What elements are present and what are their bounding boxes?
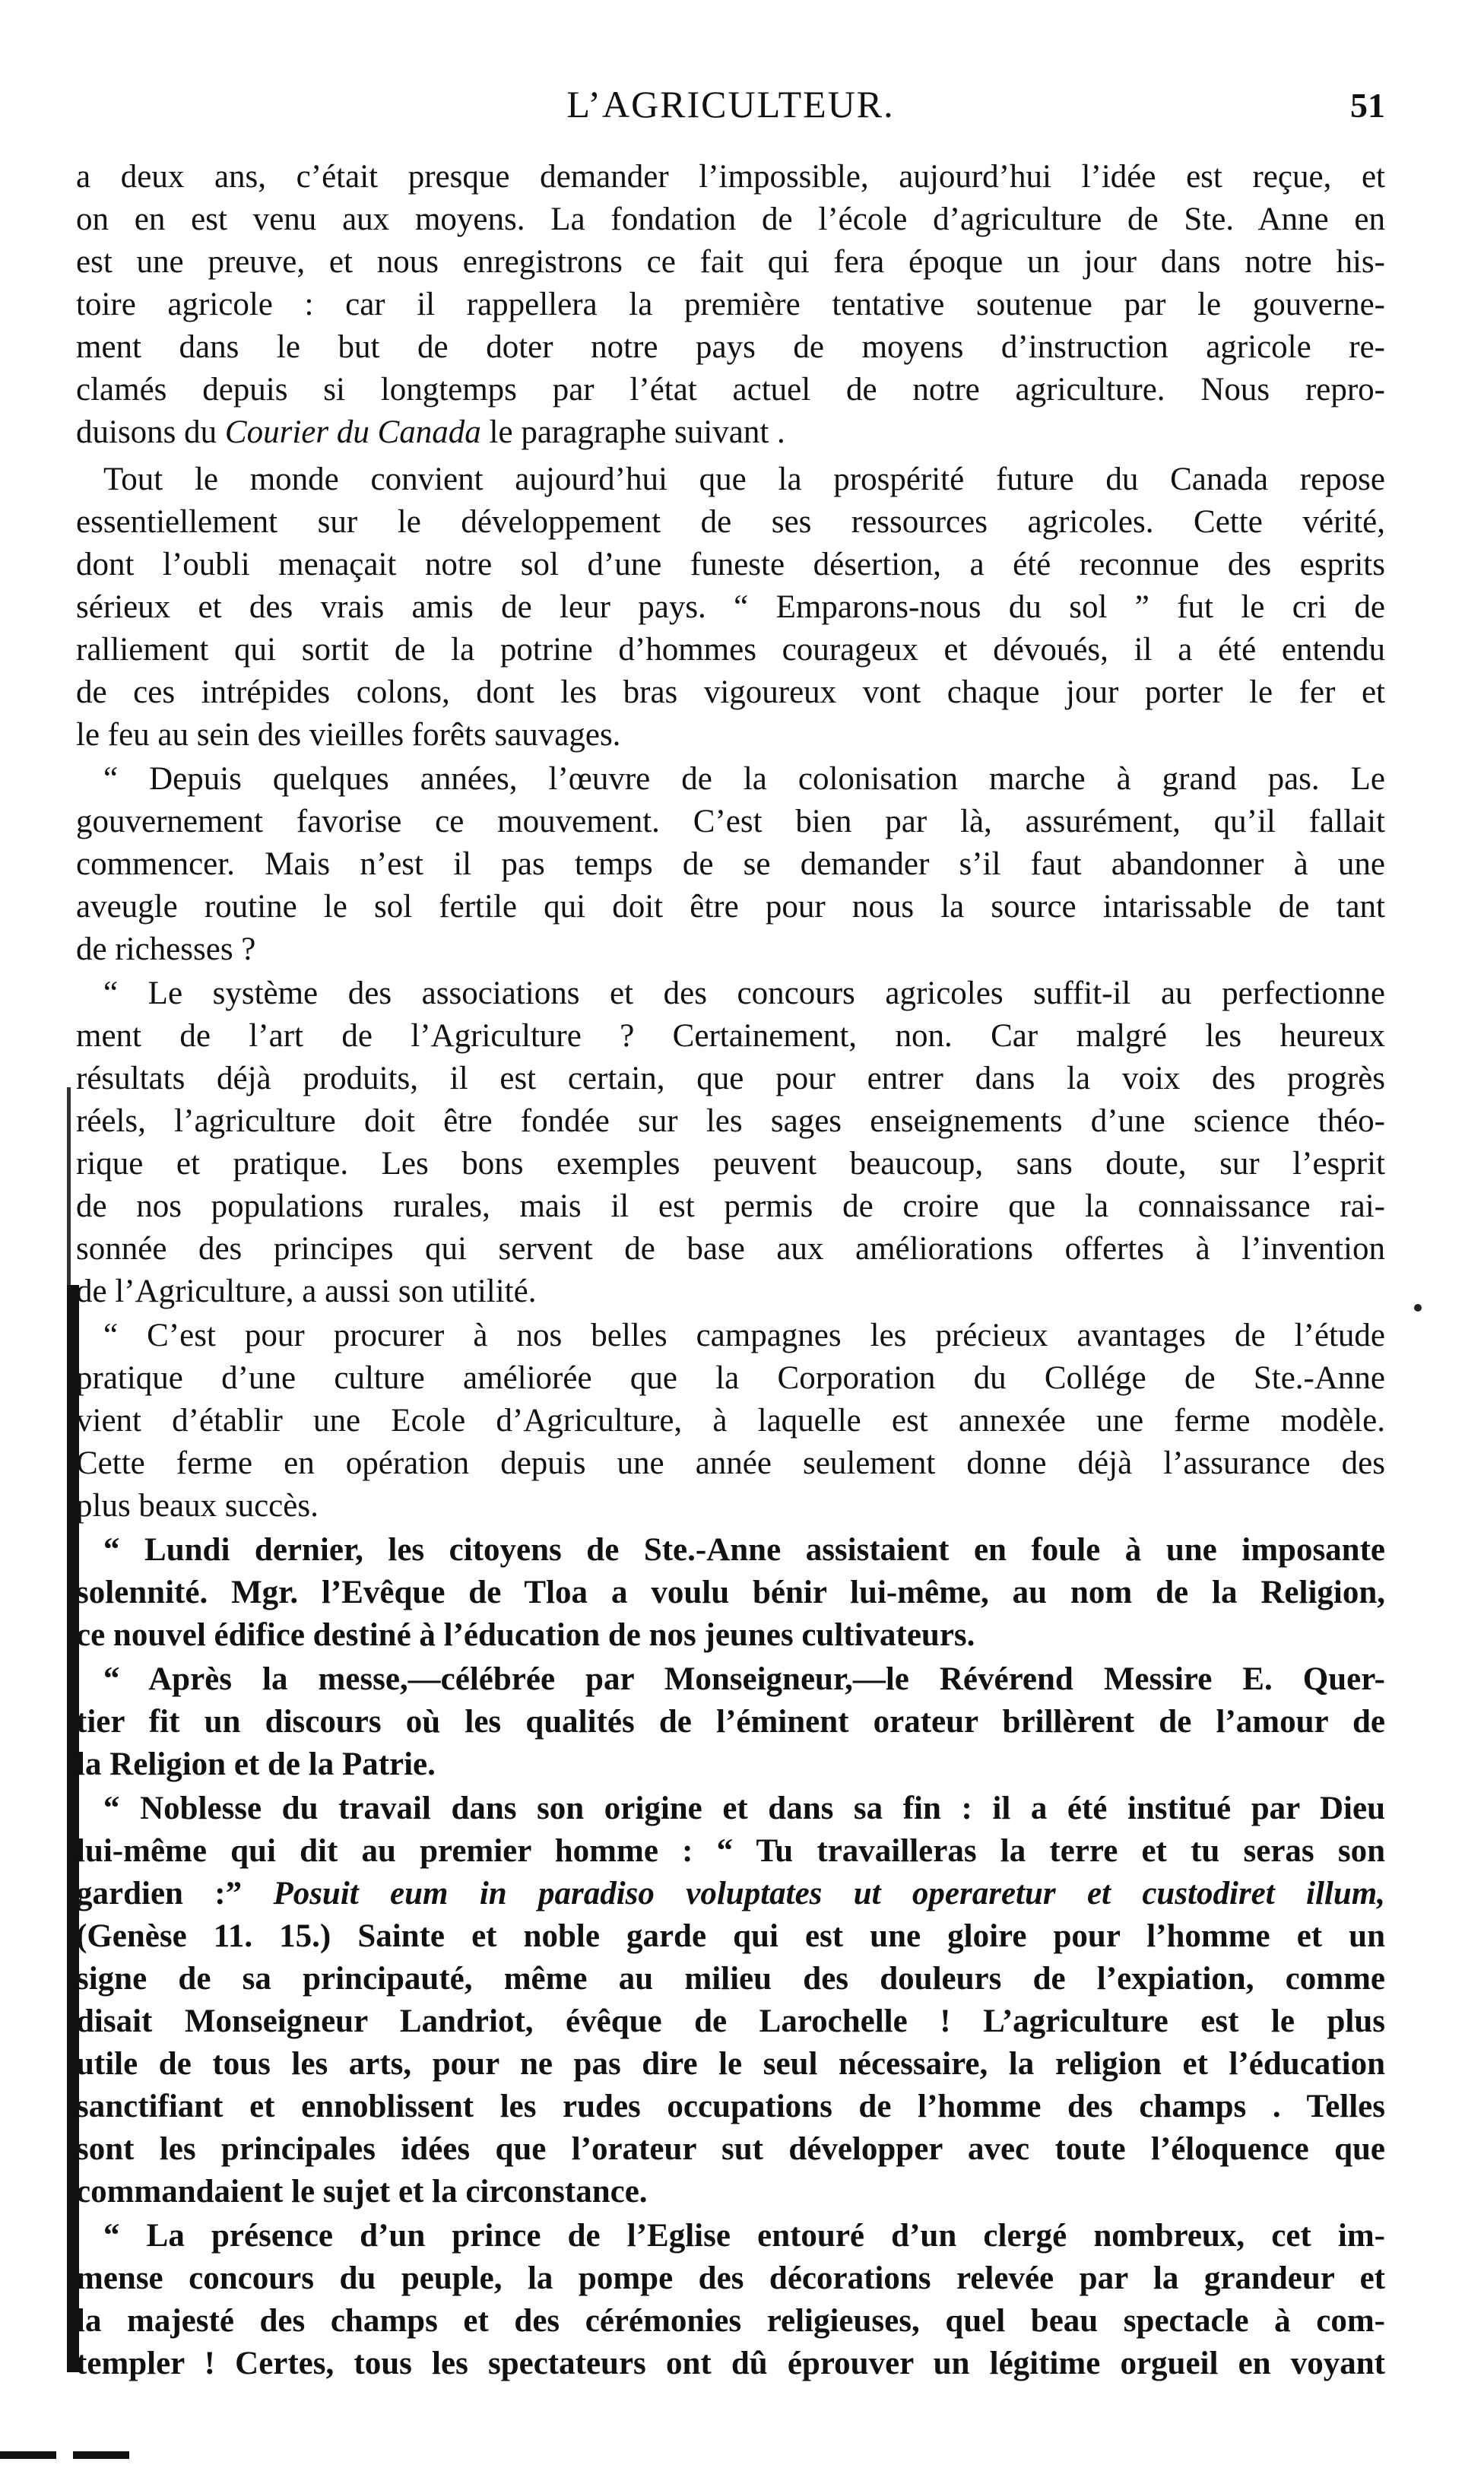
text-line: commandaient le sujet et la circonstance. xyxy=(76,2174,648,2210)
text-line: réels, l’agriculture doit être fondée sur les sages enseignements d’une science théo- xyxy=(76,1103,1385,1139)
text-line: le feu au sein des vieilles forêts sauvages. xyxy=(76,717,621,753)
text-line: clamés depuis si longtemps par l’état actuel de notre agriculture. Nous repro- xyxy=(76,372,1385,408)
text-line: “ C’est pour procurer à nos belles campagnes les précieux avantages de l’étude xyxy=(103,1318,1385,1353)
italic-phrase: Posuit eum in paradiso voluptates ut operaretur et custodiret illum, xyxy=(273,1876,1385,1911)
text-line xyxy=(76,411,1385,454)
text-line: templer ! Certes, tous les spectateurs ont dû éprouver un légitime orgueil en voyant xyxy=(76,2346,1385,2381)
text-line: ce nouvel édifice destiné à l’éducation de nos jeunes cultivateurs. xyxy=(76,1617,975,1653)
text-line: (Genèse 11. 15.) Sainte et noble garde qui est une gloire pour l’homme et un xyxy=(76,1918,1385,1954)
text-line: vient d’établir une Ecole d’Agriculture, à laquelle est annexée une ferme modèle. xyxy=(76,1403,1385,1439)
text-line: plus beaux succès. xyxy=(76,1488,319,1524)
ink-speck xyxy=(1414,1304,1422,1312)
text-line-content: duisons du Courier du Canada le paragraphe suivant . xyxy=(76,414,785,450)
text-line: a deux ans, c’était presque demander l’impossible, aujourd’hui l’idée est reçue, et xyxy=(76,159,1385,195)
text-line: tier fit un discours où les qualités de l’éminent orateur brillèrent de l’amour de xyxy=(76,1704,1385,1740)
text-line: solennité. Mgr. l’Evêque de Tloa a voulu bénir lui-même, au nom de la Religion, xyxy=(76,1575,1385,1610)
text-line: “ Le système des associations et des concours agricoles suffit-il au perfectionne xyxy=(103,976,1385,1011)
text-line: “ Lundi dernier, les citoyens de Ste.-Anne assistaient en foule à une imposante xyxy=(103,1532,1385,1568)
text-line: sérieux et des vrais amis de leur pays. “ Emparons-nous du sol ” fut le cri de xyxy=(76,589,1385,625)
text-line: sonnée des principes qui servent de base aux améliorations offertes à l’invention xyxy=(76,1231,1385,1267)
text-line: pratique d’une culture améliorée que la Corporation du Collége de Ste.-Anne xyxy=(76,1360,1385,1396)
running-title: L’AGRICULTEUR. xyxy=(566,83,895,125)
text-line: dont l’oubli menaçait notre sol d’une funeste désertion, a été reconnue des esprits xyxy=(76,547,1385,582)
page-number: 51 xyxy=(1350,86,1385,125)
text-line: essentiellement sur le développement de ses ressources agricoles. Cette vérité, xyxy=(76,504,1385,540)
text-line: lui-même qui dit au premier homme : “ Tu travailleras la terre et tu seras son xyxy=(76,1833,1385,1869)
text-line: gardien :” Posuit eum in paradiso voluptates ut operaretur et custodiret illum, xyxy=(76,1876,1385,1911)
text-line: on en est venu aux moyens. La fondation de l’école d’agriculture de Ste. Anne en xyxy=(76,201,1385,237)
text-line: ment dans le but de doter notre pays de moyens d’instruction agricole re- xyxy=(76,329,1385,365)
text-line: ment de l’art de l’Agriculture ? Certainement, non. Car malgré les heureux xyxy=(76,1018,1385,1054)
text-line: sont les principales idées que l’orateur sut développer avec toute l’éloquence que xyxy=(76,2131,1385,2167)
text-line: ralliement qui sortit de la potrine d’hommes courageux et dévoués, il a été entendu xyxy=(76,632,1385,668)
text-line: de ces intrépides colons, dont les bras vigoureux vont chaque jour porter le fer et xyxy=(76,674,1385,710)
bottom-rule-right xyxy=(73,2451,129,2459)
text-line: utile de tous les arts, pour ne pas dire le seul nécessaire, la religion et l’éducation xyxy=(76,2046,1385,2082)
text-line: de richesses ? xyxy=(76,931,256,967)
binding-shadow-upper xyxy=(67,1087,71,1285)
text-line: toire agricole : car il rappellera la première tentative soutenue par le gouverne- xyxy=(76,287,1385,322)
text-line: sanctifiant et ennoblissent les rudes occupations de l’homme des champs . Telles xyxy=(76,2089,1385,2124)
text-line: Cette ferme en opération depuis une année seulement donne déjà l’assurance des xyxy=(76,1445,1385,1481)
text-line: rique et pratique. Les bons exemples peuvent beaucoup, sans doute, sur l’esprit xyxy=(76,1146,1385,1182)
text-line: mense concours du peuple, la pompe des décorations relevée par la grandeur et xyxy=(76,2260,1385,2296)
text-line: de nos populations rurales, mais il est permis de croire que la connaissance rai- xyxy=(76,1188,1385,1224)
text-line: commencer. Mais n’est il pas temps de se demander s’il faut abandonner à une xyxy=(76,846,1385,882)
text-line: “ Depuis quelques années, l’œuvre de la colonisation marche à grand pas. Le xyxy=(103,761,1385,797)
text-line: “ La présence d’un prince de l’Eglise entouré d’un clergé nombreux, cet im- xyxy=(103,2218,1385,2254)
text-line: “ Noblesse du travail dans son origine et dans sa fin : il a été institué par Dieu xyxy=(103,1791,1385,1826)
text-line: signe de sa principauté, même au milieu des douleurs de l’expiation, comme xyxy=(76,1961,1385,1997)
italic-phrase: Courier du Canada xyxy=(224,414,481,450)
bottom-rule-left xyxy=(0,2451,56,2459)
text-line: disait Monseigneur Landriot, évêque de Larochelle ! L’agriculture est le plus xyxy=(76,2003,1385,2039)
text-line: la Religion et de la Patrie. xyxy=(76,1746,436,1782)
text-line: Tout le monde convient aujourd’hui que la prospérité future du Canada repose xyxy=(103,462,1385,497)
text-line: la majesté des champs et des cérémonies religieuses, quel beau spectacle à com- xyxy=(76,2303,1385,2339)
text-line: résultats déjà produits, il est certain, que pour entrer dans la voix des progrès xyxy=(76,1061,1385,1096)
text-line: est une preuve, et nous enregistrons ce fait qui fera époque un jour dans notre his- xyxy=(76,244,1385,280)
text-line: aveugle routine le sol fertile qui doit être pour nous la source intarissable de tant xyxy=(76,889,1385,925)
text-line: de l’Agriculture, a aussi son utilité. xyxy=(76,1274,537,1309)
text-line: gouvernement favorise ce mouvement. C’est bien par là, assurément, qu’il fallait xyxy=(76,804,1385,839)
text-line: “ Après la messe,—célébrée par Monseigneur,—le Révérend Messire E. Quer- xyxy=(103,1661,1385,1697)
page-header xyxy=(76,82,1385,143)
